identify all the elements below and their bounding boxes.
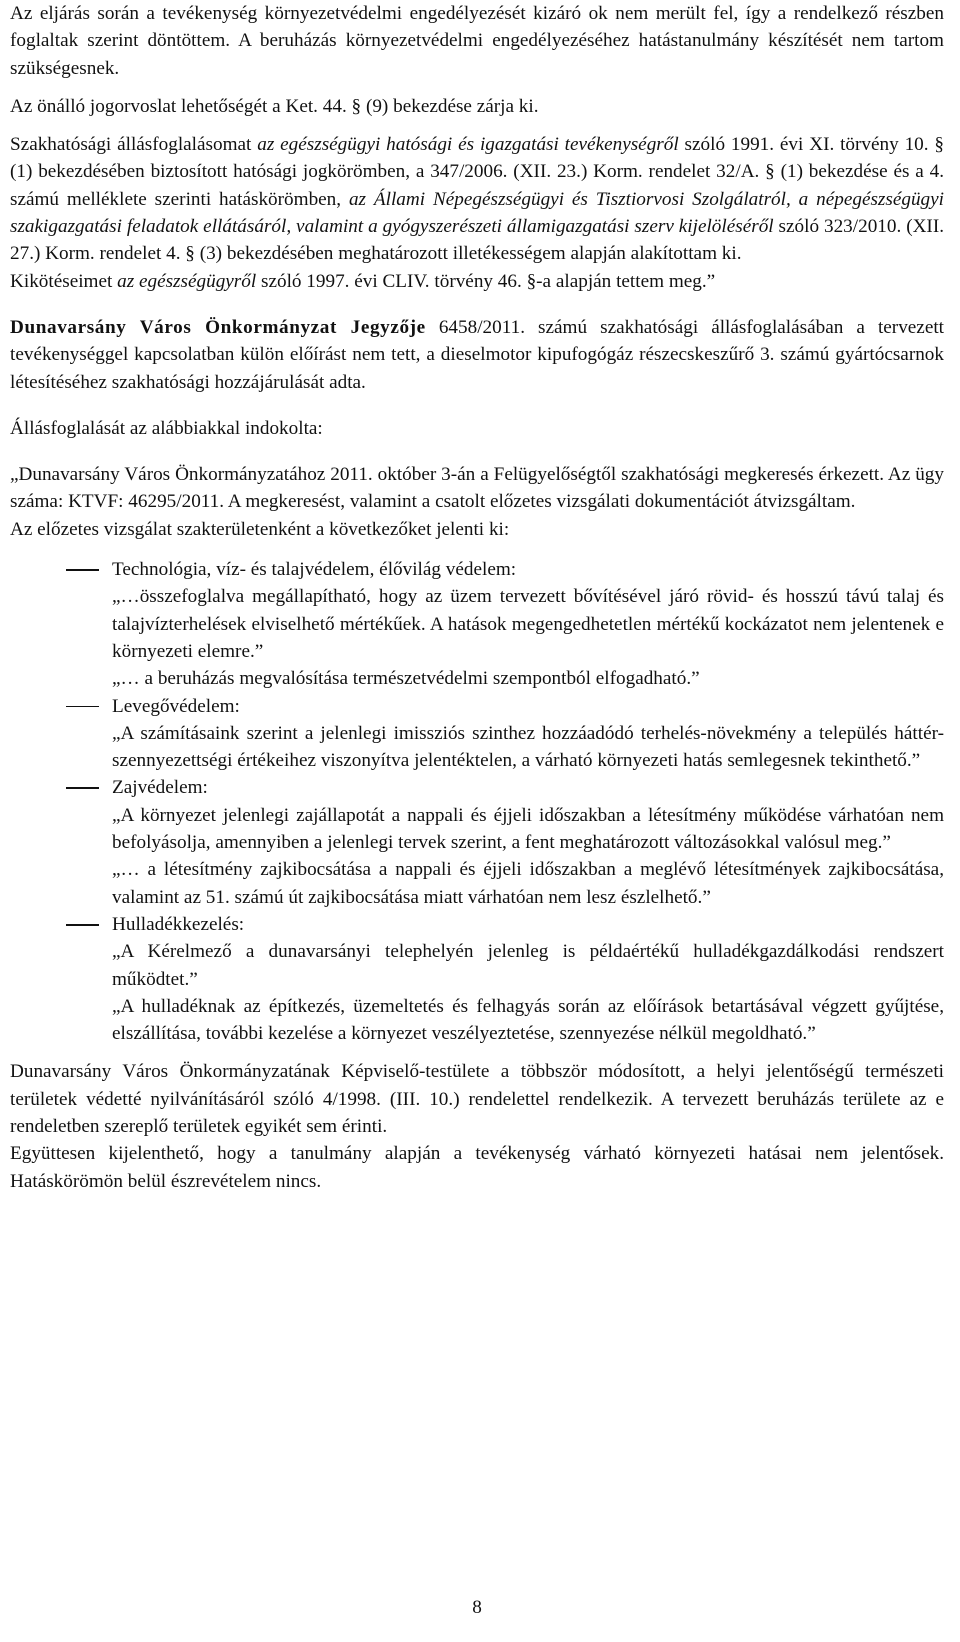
paragraph-conditions-basis (10, 268, 944, 295)
document-page (10, 0, 945, 1618)
conditions-text-a: Kikötéseimet (10, 270, 118, 292)
list-item-heading: Technológia, víz- és talajvédelem, élővilág védelem: (112, 559, 517, 581)
notary-opinion-text: 6458/2011. számú szakhatósági állásfoglalásában a tervezett tevékenységgel kapcsolatban külön előírást nem tett, a dieselmotor kipufogógáz részecskeszűrő 3. számú gyártócsarnok létesítéséhez szakhatósági hozzájárulását adta. (10, 316, 944, 393)
paragraph-notary-opinion (10, 314, 944, 396)
list-item-quote: „A számításaink szerint a jelenlegi imissziós szinthez hozzáadódó terhelés-növekmény a település háttér-szennyezettségi értékeihez viszonyítva jelentéktelen, a várható környezeti hatás semlegesnek tekinthető.” (112, 722, 944, 772)
list-item-quote: „… a beruházás megvalósítása természetvédelmi szempontból elfogadható.” (112, 668, 700, 690)
list-item-quote: „A Kérelmező a dunavarsányi telephelyén jelenleg is példaértékű hulladékgazdálkodási rendszert működtet.” (112, 941, 944, 990)
paragraph-decision-reason: Az eljárás során a tevékenység környezetvédelmi engedélyezését kizáró ok nem merült fel, így a rendelkező részben foglaltak szerint döntöttem. A beruházás környezetvédelmi engedélyezéséhez hatástanulmány készítését nem tartom szükségesnek. (10, 3, 944, 79)
dash-bullet (66, 569, 99, 571)
paragraph-authority-basis (10, 131, 944, 267)
paragraph-request-received: „Dunavarsány Város Önkormányzatához 2011. október 3-án a Felügyelőségtől szakhatósági megkeresés érkezett. Az ügy száma: KTVF: 46295/2011. A megkeresést, valamint a csatolt előzetes vizsgálati dokumentációt átvizsgáltam. (10, 464, 944, 513)
conditions-text-c: szóló 1997. évi CLIV. törvény 46. §-a alapján tettem meg.” (256, 270, 716, 292)
authority-text-a: Szakhatósági állásfoglalásomat (10, 134, 258, 156)
list-item-quote: „A környezet jelenlegi zajállapotát a nappali és éjjeli időszakban a létesítmény működése várhatóan nem befolyásolja, amennyiben a jelenlegi tervek szerint, a fent meghatározott változásokkal valósul meg.” (112, 804, 944, 854)
conditions-law-title: az egészségügyről (117, 270, 257, 292)
page-number: 8 (472, 1597, 482, 1618)
list-item (10, 693, 944, 775)
paragraph-preliminary-study: Az előzetes vizsgálat szakterületenként a következőket jelenti ki: (10, 518, 510, 540)
authority-text-c: szóló 1991. évi XI. törvény 10. § (1) bekezdésében biztosított hatósági jogkörömben, a 347/2006. (XII. 23.) Korm. rendelet 32/A. § (1) bekezdése és a 4. számú melléklete szerinti hatáskörömben, (10, 134, 944, 210)
paragraph-reasoning-intro: Állásfoglalását az alábbiakkal indokolta: (10, 417, 323, 439)
authority-law-title-2: az Állami Népegészségügyi és Tisztiorvosi Szolgálatról, a népegészségügyi szakigazgatási feladatok ellátásáról, valamint a gyógyszerészeti államigazgatási szerv kijelöléséről (10, 188, 944, 238)
dash-bullet (66, 706, 99, 708)
authority-law-title-1: az egészségügyi hatósági és igazgatási tevékenységről (257, 134, 679, 156)
list-item (10, 556, 944, 692)
authority-text-e: szóló 323/2010. (XII. 27.) Korm. rendelet 4. § (3) bekezdésében meghatározott illetékességem alapján alakítottam ki. (10, 216, 945, 265)
dash-bullet (66, 924, 99, 926)
dash-bullet (66, 787, 99, 789)
paragraph-protected-areas: Dunavarsány Város Önkormányzatának Képviselő-testülete a többször módosított, a helyi jelentőségű természeti területek védetté nyilvánításáról szóló 4/1998. (III. 10.) rendelettel rendelkezik. A tervezett beruházás területe az e rendeletben szereplő területek egyikét sem érinti. (10, 1061, 944, 1137)
list-item-heading: Hulladékkezelés: (112, 913, 245, 935)
paragraph-legal-remedy: Az önálló jogorvoslat lehetőségét a Ket. 44. § (9) bekezdése zárja ki. (10, 95, 539, 117)
list-item-quote: „A hulladéknak az építkezés, üzemeltetés és felhagyás során az előírások betartásával végzett gyűjtése, elszállítása, további kezelése a környezet veszélyeztetése, szennyezése nélkül megoldható.” (112, 995, 944, 1045)
paragraph-conclusion: Együttesen kijelenthető, hogy a tanulmány alapján a tevékenység várható környezeti hatásai nem jelentősek. Hatáskörömön belül észrevételem nincs. (10, 1143, 944, 1192)
list-item-quote: „… a létesítmény zajkibocsátása a nappali és éjjeli időszakban a meglévő létesítmények zajkibocsátása, valamint az 51. számú út zajkibocsátása miatt várhatóan nem lesz észlelhető.” (112, 859, 944, 908)
list-item-heading: Zajvédelem: (112, 777, 208, 799)
list-item-quote: „…összefoglalva megállapítható, hogy az üzem tervezett bővítésével járó rövid- és hosszú távú talaj és talajvízterhelések elviselhető mértékűek. A hatások megengedhetetlen mértékű kockázatot nem jelentenek e környezeti elemre.” (112, 586, 944, 662)
notary-authority-name: Dunavarsány Város Önkormányzat Jegyzője (10, 316, 426, 338)
list-item-heading: Levegővédelem: (112, 695, 240, 717)
list-item (10, 911, 944, 1047)
list-item (10, 774, 944, 910)
findings-list (10, 556, 944, 1047)
